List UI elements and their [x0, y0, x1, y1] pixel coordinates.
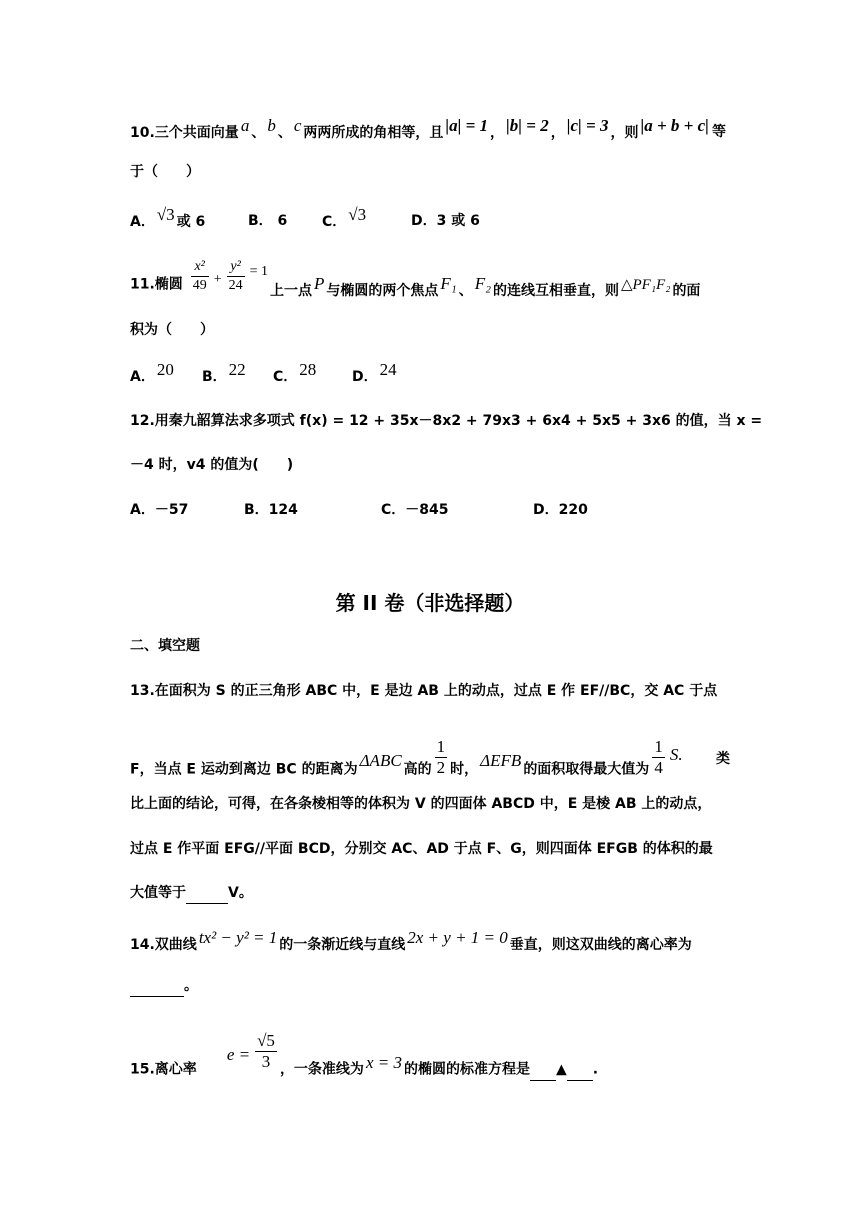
- fraction-one-half: [435, 737, 448, 778]
- q10-option-d: D．3 或 6: [411, 213, 480, 229]
- q11-text: 上一点: [270, 283, 312, 299]
- sum-expression: |a + b + c|: [640, 116, 709, 135]
- option-value: 28: [299, 360, 317, 379]
- answer-blank[interactable]: [130, 976, 184, 997]
- comma: ，: [550, 125, 565, 141]
- option-label: A．: [130, 214, 155, 230]
- focus-f1: F₁: [440, 274, 457, 293]
- triangle-efb: ΔEFB: [480, 750, 522, 770]
- hyperbola-equation: tx² − y² = 1: [198, 928, 278, 947]
- comma: ，: [490, 125, 505, 141]
- fraction-denominator: 24: [228, 278, 243, 293]
- fraction-numerator: √5: [257, 1031, 275, 1050]
- triangle-marker: ▲: [555, 1061, 567, 1078]
- option-label: D．: [352, 369, 378, 385]
- q12-option-b: B．124: [244, 502, 298, 518]
- option-label: C．: [322, 214, 347, 230]
- point-p: P: [314, 274, 325, 293]
- answer-blank[interactable]: [567, 1060, 593, 1081]
- q10-option-b: B． 6: [248, 213, 288, 229]
- q13-line4: 过点 E 作平面 EFG//平面 BCD，分别交 AC、AD 于点 F、G，则四面体 EFGB 的体积的最: [130, 841, 713, 857]
- fraction-sqrt5-over-3: [255, 1031, 277, 1072]
- q13-text: 大值等于: [130, 885, 186, 901]
- q15-end: .: [592, 1061, 599, 1078]
- q10-option-c: [322, 205, 368, 232]
- q11-option-a: [130, 360, 176, 387]
- answer-blank[interactable]: [530, 1060, 556, 1081]
- sqrt3: √3: [156, 205, 175, 224]
- q10-option-a: [130, 205, 206, 232]
- q15-text: 的椭圆的标准方程是: [403, 1061, 530, 1078]
- q15-prefix: 15.离心率: [130, 1061, 197, 1078]
- q10-then: ，则: [610, 125, 639, 141]
- q11-tail: 的面: [672, 283, 701, 299]
- fraction-numerator: y²: [227, 258, 245, 277]
- condition-c: |c| = 3: [566, 116, 609, 135]
- line-equation: 2x + y + 1 = 0: [407, 928, 508, 947]
- separator: 、: [251, 125, 266, 141]
- eccentricity-lhs: e =: [226, 1044, 251, 1064]
- fraction-denominator: 3: [261, 1052, 271, 1071]
- vector-b: b: [267, 116, 276, 135]
- q11-line2: 积为（ ）: [130, 322, 214, 338]
- plus-sign: +: [213, 271, 222, 287]
- fraction-numerator: 1: [436, 737, 446, 756]
- fraction-x2-49: [191, 258, 209, 295]
- q11-text: 与椭圆的两个焦点: [326, 283, 439, 299]
- answer-blank[interactable]: [186, 883, 228, 904]
- fraction-denominator: 49: [192, 278, 207, 293]
- q14-line1: [130, 928, 692, 955]
- option-suffix: 或 6: [176, 214, 206, 230]
- q11-option-b: [202, 360, 248, 387]
- option-label: A．: [130, 369, 155, 385]
- option-label: C．: [273, 369, 298, 385]
- fraction-numerator: x²: [191, 258, 209, 277]
- fraction-numerator: 1: [654, 737, 663, 756]
- q12-option-c: C．－845: [381, 502, 449, 518]
- q12-option-d: D．220: [533, 502, 588, 518]
- section-title: 第 II 卷（非选择题）: [335, 591, 525, 615]
- q10-line1: [130, 116, 711, 143]
- option-value: 20: [156, 360, 174, 379]
- q14-prefix: 14.双曲线: [130, 937, 197, 953]
- option-value: 22: [228, 360, 246, 379]
- q11-text: 的连线互相垂直，则: [492, 283, 619, 299]
- q14-text: 的一条渐近线与直线: [279, 937, 406, 953]
- condition-b: |b| = 2: [506, 116, 549, 135]
- directrix-equation: x = 3: [365, 1052, 402, 1072]
- q13-line3: 比上面的结论，可得，在各条棱相等的体积为 V 的四面体 ABCD 中，E 是棱 AB 上的动点，: [130, 796, 712, 812]
- q13-line5: [130, 883, 253, 904]
- q12-line1: 12.用秦九韶算法求多项式 f(x) = 12 + 35x－8x2 + 79x3 + 6x4 + 5x5 + 3x6 的值，当 x =: [130, 413, 763, 429]
- q12-line2: －4 时，v4 的值为( ): [130, 457, 294, 473]
- equals-one: = 1: [249, 263, 268, 279]
- q13-text: V。: [228, 885, 253, 901]
- condition-a: |a| = 1: [445, 116, 489, 135]
- separator: 、: [277, 125, 292, 141]
- q13-line2-tail: 类: [716, 751, 730, 767]
- q14-end: 。: [184, 978, 198, 994]
- q13-text: 时，: [450, 761, 479, 778]
- q11-line1-rest: [270, 274, 701, 301]
- q13-text: F，当点 E 运动到离边 BC 的距离为: [130, 761, 358, 778]
- fraction-y2-24: [227, 258, 245, 295]
- separator: 、: [458, 283, 473, 299]
- q10-tail: 等: [712, 124, 726, 140]
- q13-text: 高的: [403, 761, 432, 778]
- q10-mid: 两两所成的角相等，且: [303, 125, 444, 141]
- q11-option-d: [352, 360, 399, 387]
- q10-line2: 于（ ）: [130, 164, 200, 180]
- q11-option-c: [273, 360, 318, 387]
- fraction-denominator: 2: [436, 758, 446, 777]
- option-value: 24: [379, 360, 397, 379]
- q13-line2: [130, 737, 685, 790]
- q15-line1: [130, 1031, 599, 1090]
- sqrt3: √3: [348, 205, 367, 224]
- q13-line1: 13.在面积为 S 的正三角形 ABC 中，E 是边 AB 上的动点，过点 E 作 EF//BC，交 AC 于点: [130, 683, 718, 699]
- q11-line1: [130, 259, 270, 303]
- vector-a: a: [240, 116, 250, 135]
- vector-c: c: [293, 116, 302, 135]
- triangle-abc: ΔABC: [359, 750, 402, 770]
- triangle-pf1f2: △PF₁F₂: [620, 277, 671, 293]
- focus-f2: F₂: [474, 274, 491, 293]
- q10-prefix: 10.三个共面向量: [130, 125, 239, 141]
- area-s: S.: [669, 744, 683, 764]
- q11-prefix: 11.椭圆: [130, 276, 183, 293]
- q13-text: 的面积取得最大值为: [523, 761, 650, 778]
- fraction-one-quarter: [652, 737, 665, 778]
- section-subtitle: 二、填空题: [130, 638, 200, 654]
- q15-text: ，一条准线为: [279, 1061, 364, 1078]
- fraction-denominator: 4: [654, 758, 663, 777]
- q14-text: 垂直，则这双曲线的离心率为: [509, 937, 692, 953]
- q14-line2: [130, 976, 198, 997]
- q12-option-a: A．－57: [130, 502, 189, 518]
- option-label: B．: [202, 369, 227, 385]
